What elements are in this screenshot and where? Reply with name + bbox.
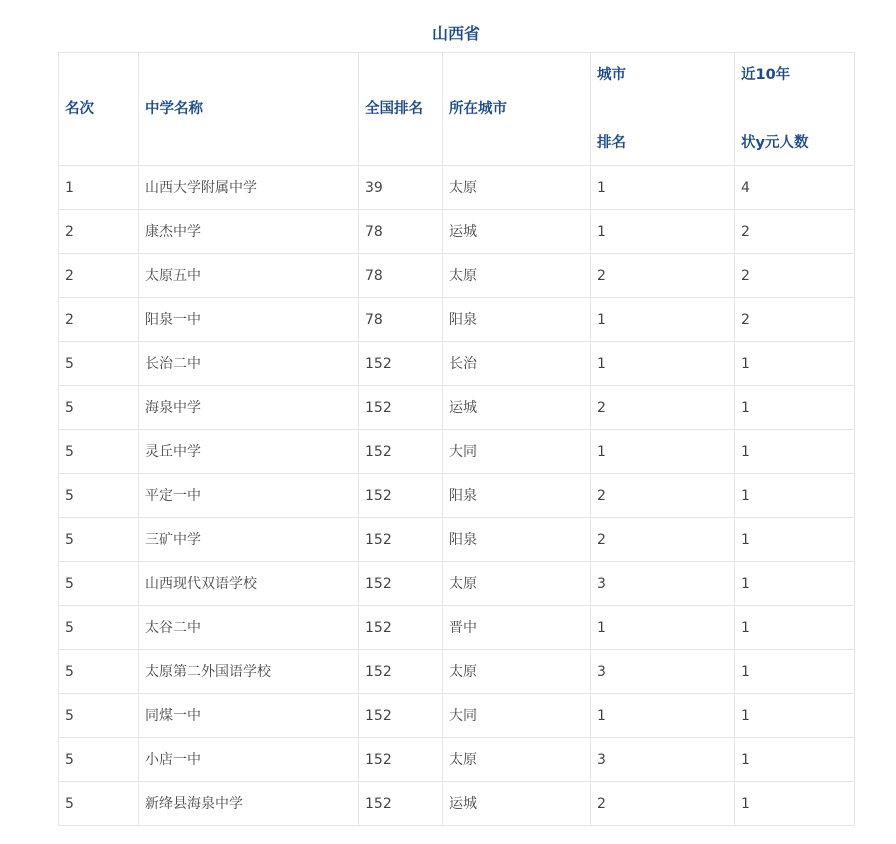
cell-rank: 5 bbox=[59, 650, 139, 694]
cell-city: 运城 bbox=[443, 782, 591, 826]
cell-count: 2 bbox=[735, 298, 855, 342]
cell-rank: 2 bbox=[59, 210, 139, 254]
cell-city: 太原 bbox=[443, 166, 591, 210]
cell-school: 长治二中 bbox=[139, 342, 359, 386]
cell-count: 1 bbox=[735, 342, 855, 386]
cell-rank: 5 bbox=[59, 342, 139, 386]
cell-national-rank: 152 bbox=[359, 694, 443, 738]
cell-school: 太谷二中 bbox=[139, 606, 359, 650]
cell-national-rank: 152 bbox=[359, 562, 443, 606]
header-rank: 名次 bbox=[59, 53, 139, 166]
cell-school: 小店一中 bbox=[139, 738, 359, 782]
cell-city-rank: 2 bbox=[591, 474, 735, 518]
cell-rank: 5 bbox=[59, 430, 139, 474]
header-school: 中学名称 bbox=[139, 53, 359, 166]
cell-school: 新绛县海泉中学 bbox=[139, 782, 359, 826]
cell-school: 三矿中学 bbox=[139, 518, 359, 562]
cell-city: 阳泉 bbox=[443, 298, 591, 342]
table-row bbox=[59, 386, 855, 430]
table-row bbox=[59, 738, 855, 782]
table-row bbox=[59, 254, 855, 298]
cell-city-rank: 2 bbox=[591, 386, 735, 430]
cell-city: 晋中 bbox=[443, 606, 591, 650]
cell-city-rank: 1 bbox=[591, 298, 735, 342]
table-row bbox=[59, 694, 855, 738]
cell-city: 运城 bbox=[443, 386, 591, 430]
table-row bbox=[59, 298, 855, 342]
cell-city-rank: 1 bbox=[591, 430, 735, 474]
cell-national-rank: 78 bbox=[359, 254, 443, 298]
cell-national-rank: 78 bbox=[359, 210, 443, 254]
cell-school: 山西大学附属中学 bbox=[139, 166, 359, 210]
header-top-count bbox=[735, 53, 855, 166]
cell-rank: 5 bbox=[59, 738, 139, 782]
cell-school: 康杰中学 bbox=[139, 210, 359, 254]
cell-national-rank: 152 bbox=[359, 650, 443, 694]
cell-city: 运城 bbox=[443, 210, 591, 254]
cell-count: 2 bbox=[735, 254, 855, 298]
cell-count: 1 bbox=[735, 782, 855, 826]
page-title: 山西省 bbox=[431, 24, 480, 43]
table-row bbox=[59, 210, 855, 254]
cell-count: 1 bbox=[735, 430, 855, 474]
cell-city: 阳泉 bbox=[443, 474, 591, 518]
cell-city-rank: 1 bbox=[591, 606, 735, 650]
header-top-count-line2: 状y元人数 bbox=[741, 135, 809, 151]
cell-count: 2 bbox=[735, 210, 855, 254]
cell-city-rank: 1 bbox=[591, 342, 735, 386]
cell-count: 1 bbox=[735, 650, 855, 694]
cell-school: 太原五中 bbox=[139, 254, 359, 298]
table-row bbox=[59, 166, 855, 210]
cell-count: 1 bbox=[735, 606, 855, 650]
cell-count: 1 bbox=[735, 562, 855, 606]
cell-national-rank: 152 bbox=[359, 738, 443, 782]
cell-rank: 5 bbox=[59, 518, 139, 562]
cell-city-rank: 3 bbox=[591, 562, 735, 606]
cell-rank: 5 bbox=[59, 782, 139, 826]
cell-national-rank: 39 bbox=[359, 166, 443, 210]
cell-count: 1 bbox=[735, 694, 855, 738]
cell-rank: 1 bbox=[59, 166, 139, 210]
cell-city: 太原 bbox=[443, 254, 591, 298]
cell-school: 灵丘中学 bbox=[139, 430, 359, 474]
cell-city: 大同 bbox=[443, 694, 591, 738]
cell-city: 太原 bbox=[443, 738, 591, 782]
table-row bbox=[59, 562, 855, 606]
header-national-rank: 全国排名 bbox=[359, 53, 443, 166]
cell-city-rank: 3 bbox=[591, 738, 735, 782]
cell-school: 山西现代双语学校 bbox=[139, 562, 359, 606]
cell-rank: 5 bbox=[59, 606, 139, 650]
cell-rank: 5 bbox=[59, 562, 139, 606]
cell-rank: 5 bbox=[59, 474, 139, 518]
cell-school: 同煤一中 bbox=[139, 694, 359, 738]
cell-count: 1 bbox=[735, 474, 855, 518]
cell-national-rank: 152 bbox=[359, 518, 443, 562]
cell-national-rank: 152 bbox=[359, 782, 443, 826]
table-row bbox=[59, 518, 855, 562]
cell-school: 海泉中学 bbox=[139, 386, 359, 430]
table-row bbox=[59, 606, 855, 650]
cell-city: 太原 bbox=[443, 562, 591, 606]
cell-national-rank: 152 bbox=[359, 386, 443, 430]
cell-city-rank: 2 bbox=[591, 518, 735, 562]
cell-city-rank: 2 bbox=[591, 254, 735, 298]
table-row bbox=[59, 342, 855, 386]
cell-national-rank: 152 bbox=[359, 342, 443, 386]
header-top-count-line1: 近10年 bbox=[741, 67, 791, 83]
table-row bbox=[59, 430, 855, 474]
cell-city-rank: 3 bbox=[591, 650, 735, 694]
cell-school: 平定一中 bbox=[139, 474, 359, 518]
table-row bbox=[59, 474, 855, 518]
cell-city-rank: 1 bbox=[591, 166, 735, 210]
cell-count: 4 bbox=[735, 166, 855, 210]
ranking-table bbox=[58, 52, 855, 826]
cell-city: 阳泉 bbox=[443, 518, 591, 562]
cell-city-rank: 1 bbox=[591, 210, 735, 254]
cell-rank: 2 bbox=[59, 254, 139, 298]
cell-school: 太原第二外国语学校 bbox=[139, 650, 359, 694]
header-city-rank-line2: 排名 bbox=[597, 135, 626, 151]
cell-city-rank: 1 bbox=[591, 694, 735, 738]
cell-city: 太原 bbox=[443, 650, 591, 694]
header-city-rank-line1: 城市 bbox=[597, 67, 626, 83]
cell-city: 大同 bbox=[443, 430, 591, 474]
cell-city-rank: 2 bbox=[591, 782, 735, 826]
header-city-rank bbox=[591, 53, 735, 166]
cell-rank: 5 bbox=[59, 694, 139, 738]
table-row bbox=[59, 650, 855, 694]
table-row bbox=[59, 782, 855, 826]
cell-count: 1 bbox=[735, 518, 855, 562]
cell-count: 1 bbox=[735, 386, 855, 430]
cell-school: 阳泉一中 bbox=[139, 298, 359, 342]
cell-national-rank: 78 bbox=[359, 298, 443, 342]
cell-rank: 2 bbox=[59, 298, 139, 342]
cell-rank: 5 bbox=[59, 386, 139, 430]
cell-national-rank: 152 bbox=[359, 474, 443, 518]
header-city: 所在城市 bbox=[443, 53, 591, 166]
cell-count: 1 bbox=[735, 738, 855, 782]
cell-city: 长治 bbox=[443, 342, 591, 386]
cell-national-rank: 152 bbox=[359, 430, 443, 474]
table-header-row bbox=[59, 53, 855, 166]
cell-national-rank: 152 bbox=[359, 606, 443, 650]
